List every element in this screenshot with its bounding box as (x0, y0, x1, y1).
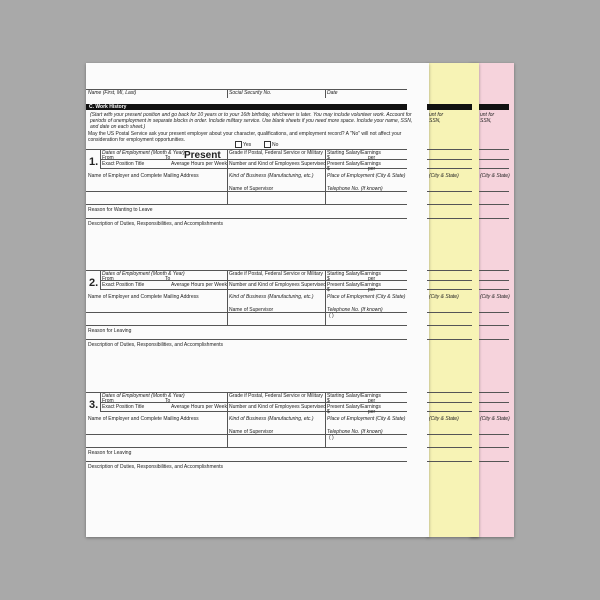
form-divider (227, 270, 228, 325)
carbon-line (479, 204, 509, 205)
carbon-line (479, 312, 509, 313)
carbon-line (427, 434, 472, 435)
employment-block-3 (86, 392, 429, 512)
form-line (100, 280, 407, 281)
dollar-sign: $ (327, 166, 330, 172)
form-line (100, 411, 407, 412)
carbon-line (479, 289, 509, 290)
exact-title-label: Exact Position Title (102, 282, 145, 288)
block-number: 2. (89, 277, 99, 289)
carbon-text: SSN, (429, 118, 441, 124)
exact-title-label: Exact Position Title (102, 161, 145, 167)
grade-label: Grade if Postal, Federal Service or Military (229, 271, 323, 277)
place-employment-label: Place of Employment (City & State) (327, 173, 406, 179)
date-field-label: Date (327, 90, 338, 96)
instructions-line: periods of unemployment in separate blocks in order. Include military service. Use blank sheets if you need more space. Include your name, SSN, (90, 118, 413, 124)
employment-block-2 (86, 270, 429, 390)
per-label: per (368, 287, 376, 293)
form-divider (100, 270, 101, 289)
carbon-line (427, 402, 472, 403)
employment-block-1 (86, 149, 429, 269)
carbon-line (427, 149, 472, 150)
form-divider (325, 149, 326, 204)
phone-parentheses: ( ) (329, 313, 334, 319)
supervisor-label: Name of Supervisor (229, 186, 274, 192)
pink-copy-content (479, 63, 514, 537)
carbon-text: unt for (429, 112, 444, 118)
employees-label: Number and Kind of Employees Supervised (229, 161, 326, 167)
form-line (86, 325, 407, 326)
carbon-line (479, 392, 509, 393)
kind-business-label: Kind of Business (Manufacturing, etc.) (229, 294, 314, 300)
form-line (100, 289, 407, 290)
carbon-line (427, 289, 472, 290)
dates-label: Dates of Employment (Month & Year) (102, 393, 185, 399)
from-label: From (102, 276, 114, 282)
carbon-line (479, 402, 509, 403)
place-employment-label: Place of Employment (City & State) (327, 416, 406, 422)
place-employment-label: Place of Employment (City & State) (327, 294, 406, 300)
carbon-line (479, 218, 509, 219)
start-salary-label: Starting Salary/Earnings (327, 150, 381, 156)
instructions-line: (Start with your present position and go back for 10 years or to your 16th birthday, whichever is later. You may include volunteer work. Account for (90, 112, 412, 118)
form-line (86, 461, 407, 462)
form-line (100, 159, 407, 160)
dollar-sign: $ (327, 276, 330, 282)
block-number: 3. (89, 399, 99, 411)
telephone-label: Telephone No. (If known) (327, 307, 383, 313)
carbon-line (427, 312, 472, 313)
phone-parentheses: ( ) (329, 435, 334, 441)
supervisor-label: Name of Supervisor (229, 429, 274, 435)
carbon-text: (City & State) (429, 294, 459, 300)
carbon-text: (City & State) (480, 416, 510, 422)
to-label: To (165, 276, 171, 282)
carbon-line (427, 325, 472, 326)
kind-business-label: Kind of Business (Manufacturing, etc.) (229, 173, 314, 179)
carbon-text: (City & State) (480, 173, 510, 179)
carbon-text: unt for (480, 112, 495, 118)
carbon-line (479, 159, 509, 160)
carbon-line (479, 280, 509, 281)
reason-label: Reason for Wanting to Leave (88, 207, 153, 213)
employer-label: Name of Employer and Complete Mailing Address (88, 294, 199, 300)
form-divider (325, 392, 326, 447)
grade-label: Grade if Postal, Federal Service or Military (229, 393, 323, 399)
form-line (86, 447, 407, 448)
work-history-form-sheet (86, 63, 429, 537)
question-line: consideration for employment opportunities. (88, 137, 185, 143)
avg-hours-label: Average Hours per Week (171, 161, 227, 167)
form-divider (100, 392, 101, 411)
yes-checkbox[interactable] (235, 141, 242, 148)
telephone-label: Telephone No. (If known) (327, 186, 383, 192)
no-checkbox[interactable] (264, 141, 271, 148)
carbon-text: (City & State) (480, 294, 510, 300)
carbon-line (427, 159, 472, 160)
dollar-sign: $ (327, 398, 330, 404)
present-salary-label: Present Salary/Earnings (327, 404, 381, 410)
instructions-line: and date on each sheet.) (90, 124, 146, 130)
carbon-line (479, 434, 509, 435)
carbon-line (427, 191, 472, 192)
supervisor-label: Name of Supervisor (229, 307, 274, 313)
form-divider (325, 270, 326, 325)
section-title: C. Work History (89, 104, 127, 110)
duties-label: Description of Duties, Responsibilities, and Accomplishments (88, 464, 224, 470)
per-label: per (368, 398, 376, 404)
dollar-sign: $ (327, 287, 330, 293)
per-label: per (368, 166, 376, 172)
per-label: per (368, 409, 376, 415)
dollar-sign: $ (327, 155, 330, 161)
carbon-title-bar (427, 104, 472, 110)
carbon-text: SSN, (480, 118, 492, 124)
dollar-sign: $ (327, 409, 330, 415)
section-title-bar (86, 104, 407, 110)
employer-label: Name of Employer and Complete Mailing Address (88, 173, 199, 179)
form-line (100, 402, 407, 403)
to-label: To (165, 398, 171, 404)
exact-title-label: Exact Position Title (102, 404, 145, 410)
carbon-line (427, 270, 472, 271)
form-line (86, 218, 407, 219)
carbon-line (479, 411, 509, 412)
form-divider (227, 392, 228, 447)
no-label: No (272, 142, 279, 148)
to-label: To (165, 155, 171, 161)
employer-label: Name of Employer and Complete Mailing Address (88, 416, 199, 422)
from-label: From (102, 398, 114, 404)
employees-label: Number and Kind of Employees Supervised (229, 404, 326, 410)
block-number: 1. (89, 156, 99, 168)
carbon-line (427, 204, 472, 205)
ssn-field-label: Social Security No. (229, 90, 272, 96)
carbon-line (479, 191, 509, 192)
start-salary-label: Starting Salary/Earnings (327, 271, 381, 277)
carbon-title-bar (479, 104, 509, 110)
carbon-line (479, 325, 509, 326)
form-line (86, 339, 407, 340)
per-label: per (368, 155, 376, 161)
carbon-line (427, 218, 472, 219)
grade-label: Grade if Postal, Federal Service or Military (229, 150, 323, 156)
carbon-line (427, 280, 472, 281)
carbon-line (479, 461, 509, 462)
telephone-label: Telephone No. (If known) (327, 429, 383, 435)
avg-hours-label: Average Hours per Week (171, 282, 227, 288)
form-divider (100, 149, 101, 168)
dates-label: Dates of Employment (Month & Year) (102, 271, 185, 277)
form-line (100, 168, 407, 169)
carbon-text: (City & State) (429, 416, 459, 422)
per-label: per (368, 276, 376, 282)
carbon-text: (City & State) (429, 173, 459, 179)
present-salary-label: Present Salary/Earnings (327, 282, 381, 288)
present-salary-label: Present Salary/Earnings (327, 161, 381, 167)
question-line: May the US Postal Service ask your present employer about your character, qualifications, and employment record? A "No" will not affect your (88, 131, 402, 137)
carbon-line (479, 149, 509, 150)
carbon-line (427, 168, 472, 169)
reason-label: Reason for Leaving (88, 328, 132, 334)
carbon-line (479, 168, 509, 169)
from-label: From (102, 155, 114, 161)
duties-label: Description of Duties, Responsibilities, and Accomplishments (88, 342, 224, 348)
form-divider (227, 149, 228, 204)
present-date-value: Present (184, 150, 221, 161)
carbon-line (427, 392, 472, 393)
carbon-line (479, 270, 509, 271)
form-line (86, 204, 407, 205)
carbon-line (427, 447, 472, 448)
carbon-line (427, 461, 472, 462)
yes-label: Yes (243, 142, 252, 148)
duties-label: Description of Duties, Responsibilities, and Accomplishments (88, 221, 224, 227)
carbon-line (479, 339, 509, 340)
dates-label: Dates of Employment (Month & Year) (102, 150, 185, 156)
avg-hours-label: Average Hours per Week (171, 404, 227, 410)
name-field-label: Name (First, MI, Last) (88, 90, 137, 96)
carbon-line (427, 339, 472, 340)
carbon-line (427, 411, 472, 412)
carbon-line (479, 447, 509, 448)
kind-business-label: Kind of Business (Manufacturing, etc.) (229, 416, 314, 422)
reason-label: Reason for Leaving (88, 450, 132, 456)
employees-label: Number and Kind of Employees Supervised (229, 282, 326, 288)
yellow-copy-content (427, 63, 479, 537)
start-salary-label: Starting Salary/Earnings (327, 393, 381, 399)
